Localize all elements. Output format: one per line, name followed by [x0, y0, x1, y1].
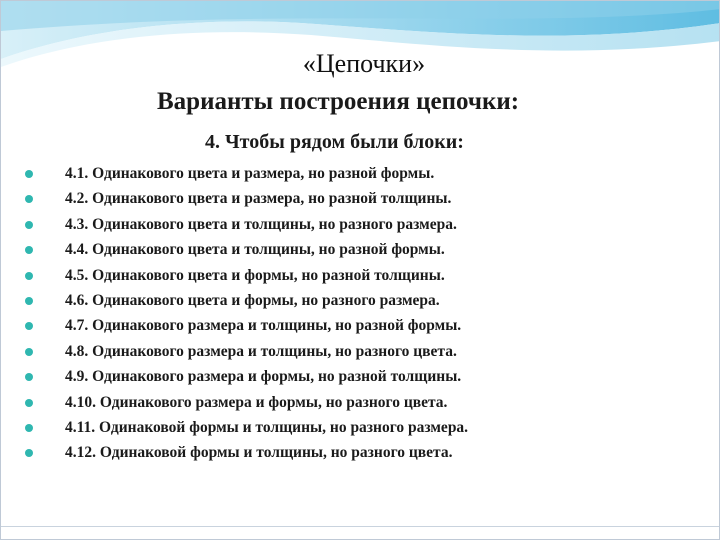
slide-subtitle: Варианты построения цепочки: [157, 88, 520, 115]
list-item-text: 4.11. Одинаковой формы и толщины, но разного размера. [65, 418, 469, 436]
bullet-icon [25, 170, 33, 178]
bottom-divider [1, 526, 720, 527]
list-item-text: 4.5. Одинакового цвета и формы, но разной толщины. [65, 266, 445, 284]
bullet-icon [25, 322, 33, 330]
bullet-icon [25, 373, 33, 381]
list-item-text: 4.4. Одинакового цвета и толщины, но разной формы. [65, 241, 445, 259]
list-item-text: 4.10. Одинакового размера и формы, но разного цвета. [65, 393, 448, 411]
bullet-icon [25, 424, 33, 432]
list-item-text: 4.2. Одинакового цвета и размера, но разной толщины. [65, 190, 452, 208]
bullet-icon [25, 297, 33, 305]
bullet-icon [25, 195, 33, 203]
slide-title: «Цепочки» [302, 49, 426, 78]
bullet-icon [25, 246, 33, 254]
list-item-text: 4.7. Одинакового размера и толщины, но разной формы. [65, 317, 462, 335]
list-item-text: 4.12. Одинаковой формы и толщины, но разного цвета. [65, 444, 453, 462]
bullet-icon [25, 221, 33, 229]
list-item-text: 4.8. Одинакового размера и толщины, но разного цвета. [65, 342, 457, 360]
list-item-text: 4.1. Одинакового цвета и размера, но разной формы. [65, 165, 435, 182]
list-item-text: 4.6. Одинакового цвета и формы, но разного размера. [65, 291, 440, 309]
list-item-text: 4.9. Одинакового размера и формы, но разной толщины. [65, 368, 462, 386]
bullet-icon [25, 272, 33, 280]
bullet-icon [25, 449, 33, 457]
list-item-text: 4.3. Одинакового цвета и толщины, но разного размера. [65, 215, 457, 233]
bullet-icon [25, 348, 33, 356]
section-heading: 4. Чтобы рядом были блоки: [205, 131, 464, 153]
bullet-icon [25, 399, 33, 407]
